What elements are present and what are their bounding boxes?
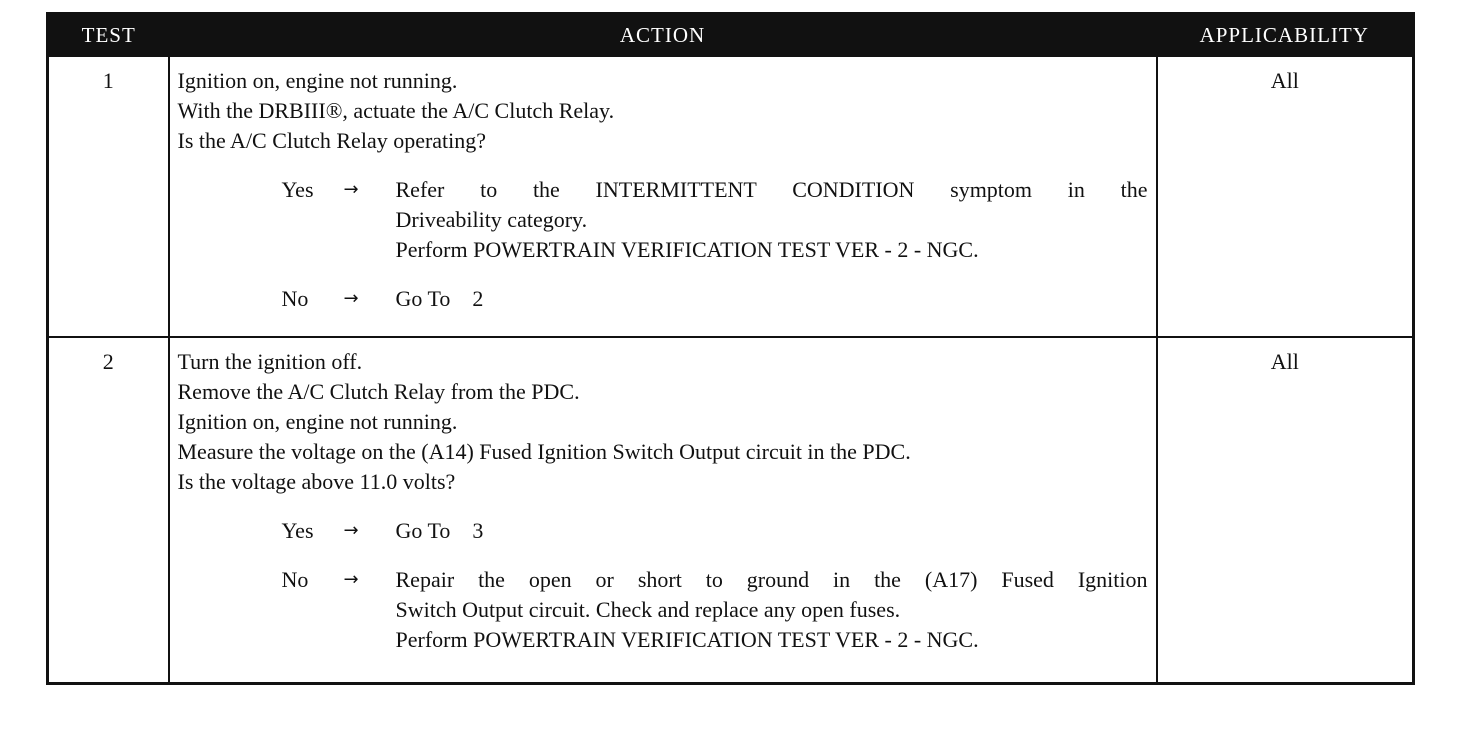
header-row bbox=[48, 14, 1414, 57]
outcome-instructions bbox=[396, 516, 1148, 546]
header-action: ACTION bbox=[169, 14, 1157, 57]
outcome-yes bbox=[282, 175, 1148, 265]
outcome-no bbox=[282, 284, 1148, 314]
outcome-no bbox=[282, 565, 1148, 655]
applicability-value: All bbox=[1157, 56, 1414, 337]
action-cell bbox=[169, 337, 1157, 684]
test-number: 1 bbox=[48, 56, 169, 337]
outcome-label: No bbox=[281, 567, 309, 592]
table-row bbox=[48, 56, 1414, 337]
outcome-line: Switch Output circuit. Check and replace any open fuses. bbox=[395, 597, 901, 622]
outcome-label: No bbox=[281, 286, 309, 311]
outcome-instructions bbox=[396, 175, 1148, 265]
header-test: TEST bbox=[48, 14, 169, 57]
action-cell bbox=[169, 56, 1157, 337]
action-step: With the DRBIII®, actuate the A/C Clutch Relay. bbox=[177, 98, 615, 123]
table-row bbox=[48, 337, 1414, 684]
goto-text: Go To bbox=[395, 518, 451, 543]
outcome-line: Refer to the INTERMITTENT CONDITION symptom in the bbox=[395, 177, 1148, 202]
outcome-line: Perform POWERTRAIN VERIFICATION TEST VER - 2 - NGC. bbox=[395, 237, 979, 262]
outcome-line: Repair the open or short to ground in the (A17) Fused Ignition bbox=[395, 567, 1148, 592]
header-applicability: APPLICABILITY bbox=[1157, 14, 1414, 57]
test-number: 2 bbox=[48, 337, 169, 684]
action-step: Remove the A/C Clutch Relay from the PDC. bbox=[177, 379, 580, 404]
action-step: Turn the ignition off. bbox=[177, 349, 363, 374]
outcome-yes bbox=[282, 516, 1148, 546]
diagnostic-test-table bbox=[46, 12, 1415, 685]
outcome-line: Perform POWERTRAIN VERIFICATION TEST VER - 2 - NGC. bbox=[395, 627, 979, 652]
applicability-value: All bbox=[1157, 337, 1414, 684]
goto-number: 3 bbox=[472, 518, 484, 543]
action-step: Is the A/C Clutch Relay operating? bbox=[177, 128, 487, 153]
action-step: Measure the voltage on the (A14) Fused Ignition Switch Output circuit in the PDC. bbox=[177, 439, 911, 464]
action-step: Ignition on, engine not running. bbox=[177, 409, 458, 434]
goto-text: Go To bbox=[395, 286, 451, 311]
outcome-label: Yes bbox=[281, 177, 314, 202]
outcome-line: Driveability category. bbox=[395, 207, 588, 232]
arrow-right-icon: → bbox=[343, 179, 359, 200]
goto-number: 2 bbox=[472, 286, 484, 311]
action-step: Ignition on, engine not running. bbox=[177, 68, 458, 93]
arrow-right-icon: → bbox=[343, 569, 359, 590]
outcome-instructions bbox=[396, 284, 1148, 314]
outcome-label: Yes bbox=[281, 518, 314, 543]
action-step: Is the voltage above 11.0 volts? bbox=[177, 469, 456, 494]
outcome-instructions bbox=[396, 565, 1148, 655]
arrow-right-icon: → bbox=[343, 288, 359, 309]
arrow-right-icon: → bbox=[343, 520, 359, 541]
